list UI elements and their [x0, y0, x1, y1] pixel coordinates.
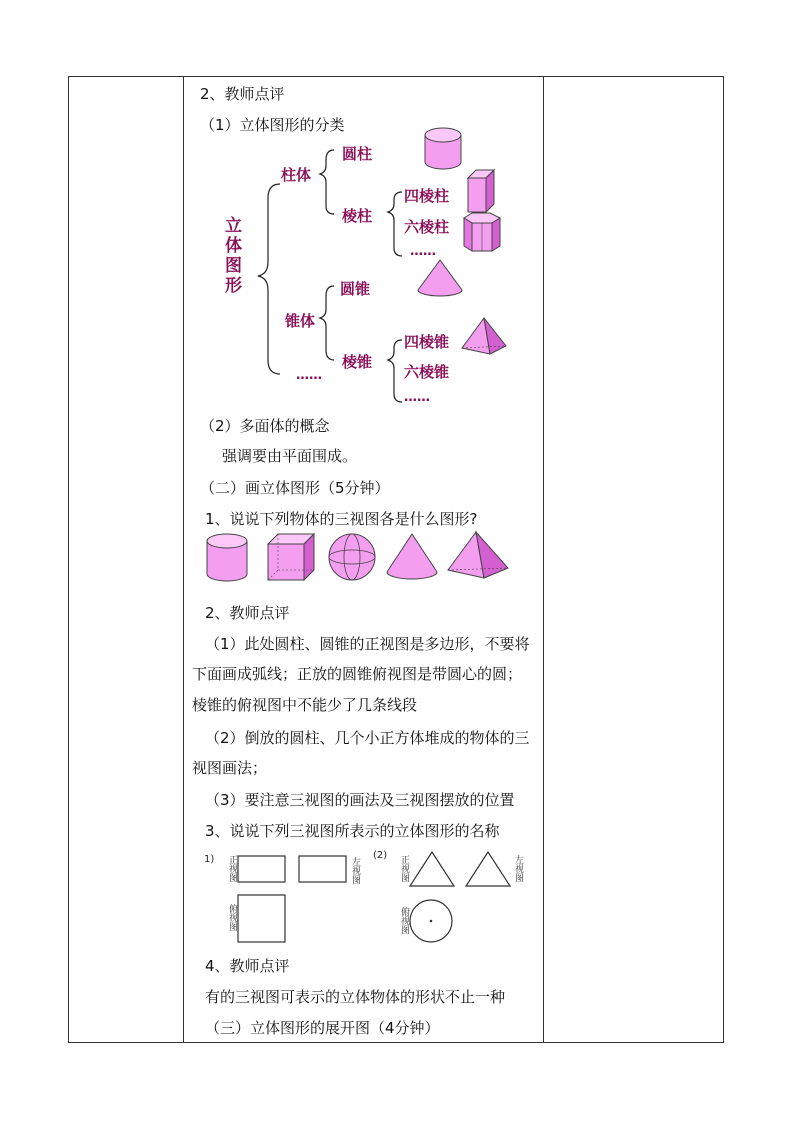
silengzhui-label: 四棱锥: [404, 333, 450, 351]
square-prism-icon: [466, 168, 502, 214]
zhuti-label: 柱体: [281, 166, 312, 184]
part-3-heading: （三）立体图形的展开图（4分钟）: [205, 1019, 440, 1037]
part-2-heading: （二）画立体图形（5分钟）: [200, 479, 390, 497]
view-set-1-label: 1): [204, 854, 215, 865]
cone-icon: [416, 258, 464, 298]
liulengzhui-label: 六棱锥: [404, 363, 450, 381]
pyramid-solid-icon: [446, 530, 512, 582]
front-view-label-1: 正视图: [227, 855, 237, 882]
review-2-p3: （3）要注意三视图的画法及三视图摆放的位置: [205, 791, 515, 809]
view-set-2-label: (2): [373, 850, 388, 861]
left-view-label-2: 左视图: [513, 855, 523, 882]
top-view-center: [430, 920, 433, 923]
review-2-p2-line1: （2）倒放的圆柱、几个小正方体堆成的物体的三: [205, 729, 530, 747]
review-2-p1-line2: 下面画成弧线；正放的圆锥俯视图是带圆心的圆；: [192, 665, 523, 683]
yuanzhu-label: 圆柱: [342, 145, 373, 163]
review-2-p1-line3: 棱锥的俯视图中不能少了几条线段: [192, 696, 418, 714]
yuanzhui-label: 圆锥: [340, 280, 371, 298]
front-view-triangle: [410, 852, 454, 886]
left-view-triangle: [466, 852, 510, 886]
hexagonal-prism-icon: [460, 210, 504, 254]
view-shapes: [0, 850, 794, 950]
front-view-rect: [238, 856, 285, 882]
silengzhu-label: 四棱柱: [404, 187, 450, 205]
top-view-label-2: 俯视图: [399, 907, 409, 934]
top-view-label-1: 俯视图: [227, 904, 237, 931]
review-4-heading: 4、教师点评: [205, 957, 290, 975]
top-view-square: [238, 895, 285, 942]
lengzhu-label: 棱柱: [342, 207, 373, 225]
lengzhui-label: 棱锥: [342, 353, 373, 371]
cube-icon: [266, 532, 318, 584]
review-2-p2-line2: 视图画法；: [192, 759, 268, 777]
brace-lines: [0, 0, 794, 420]
review-4-text: 有的三视图可表示的立体物体的形状不止一种: [205, 988, 506, 1006]
left-view-label-1: 左视图: [350, 857, 360, 884]
left-view-rect: [299, 856, 346, 882]
cylinder-icon: [422, 126, 464, 172]
review-2-heading: 2、教师点评: [205, 604, 290, 622]
question-3: 3、说说下列三视图所表示的立体图形的名称: [205, 822, 500, 840]
dots-prism: ……: [410, 244, 436, 259]
cone-solid-icon: [384, 532, 442, 582]
dots-pyramid: ……: [404, 390, 430, 405]
cylinder-solid-icon: [204, 532, 250, 584]
review-2-p1-line1: （1）此处圆柱、圆锥的正视图是多边形，不要将: [205, 635, 530, 653]
zhuiti-label: 锥体: [285, 312, 316, 330]
liulengzhu-label: 六棱柱: [404, 218, 450, 236]
item-2-title: （2）多面体的概念: [200, 417, 330, 435]
item-1-title: （1）立体图形的分类: [200, 116, 345, 134]
root-label: 立体图形: [221, 216, 241, 296]
front-view-label-2: 正视图: [399, 855, 409, 882]
sphere-icon: [327, 532, 377, 582]
item-2-text: 强调要由平面围成。: [222, 447, 358, 465]
section-2-heading: 2、教师点评: [200, 85, 285, 103]
dots-main: ……: [296, 368, 322, 383]
question-1: 1、说说下列物体的三视图各是什么图形?: [205, 510, 478, 528]
square-pyramid-icon: [460, 316, 510, 358]
